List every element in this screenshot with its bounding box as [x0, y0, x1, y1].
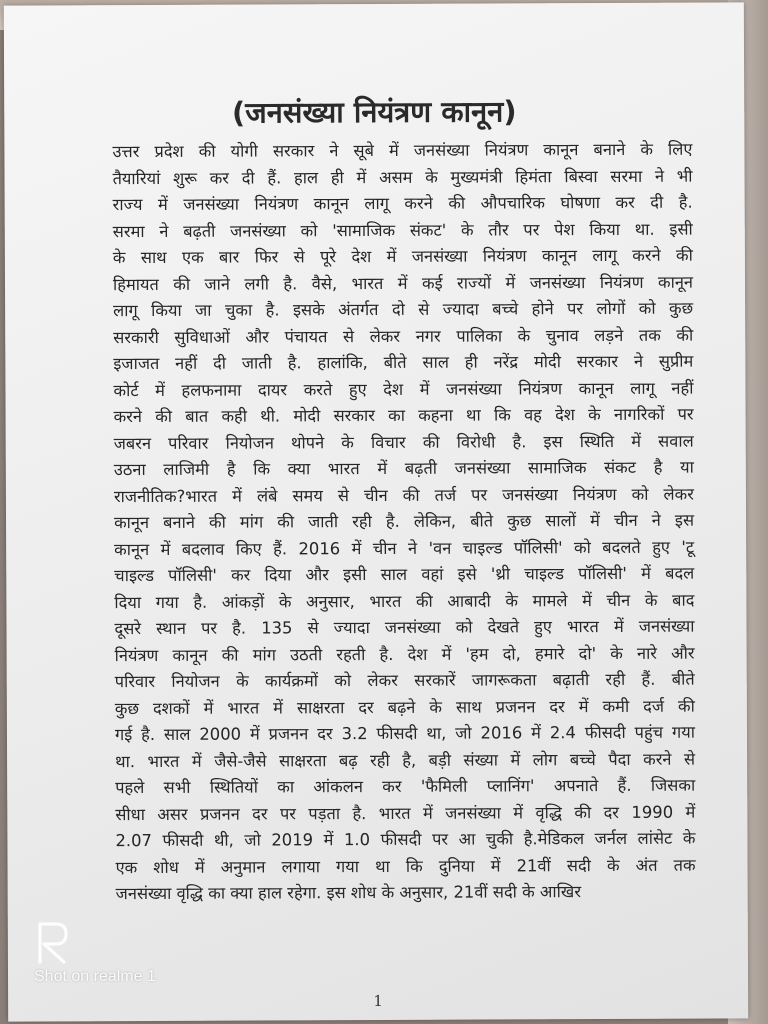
text-line: नियंत्रण कानून की मांग उठती रहती है. देश में 'हम दो, हमारे दो' के नारे और — [114, 643, 695, 665]
text-line: राजनीतिक?भारत में लंबे समय से चीन की तर्ज पर जनसंख्या नियंत्रण को लेकर — [113, 484, 694, 506]
text-line: चाइल्ड पॉलिसी' कर दिया और इसी साल वहां इसे 'थ्री चाइल्ड पॉलिसी' में बदल — [114, 563, 695, 586]
text-line: इजाजत नहीं दी जाती है. हालांकि, बीते साल ही नरेंद्र मोदी सरकार ने सुप्रीम — [113, 351, 694, 374]
page-number: 1 — [373, 991, 383, 1011]
text-line: सरमा ने बढ़ती जनसंख्या को 'सामाजिक संकट' के तौर पर पेश किया था. इसी — [112, 219, 693, 241]
text-line: 2.07 फीसदी थी, जो 2019 में 1.0 फीसदी पर आ चुकी है.मेडिकल जर्नल लांसेट के — [115, 828, 696, 851]
text-line: लागू किया जा चुका है. इसके अंतर्गत दो से ज्यादा बच्चे होने पर लोगों को कुछ — [113, 298, 694, 321]
text-line: जबरन परिवार नियोजन थोपने के विचार की विरोधी है. इस स्थिति में सवाल — [113, 431, 694, 453]
realme-logo-icon — [34, 918, 74, 964]
document-body — [112, 137, 695, 908]
text-line: तैयारियां शुरू कर दी हैं. हाल ही में असम के मुख्यमंत्री हिमंता बिस्वा सरमा ने भी — [112, 166, 693, 188]
text-line: सरकारी सुविधाओं और पंचायत से लेकर नगर पालिका के चुनाव लड़ने तक की — [113, 325, 694, 347]
watermark-text: Shot on realme 1 — [34, 968, 156, 985]
text-line: उत्तर प्रदेश की योगी सरकार ने सूबे में जनसंख्या नियंत्रण कानून बनाने के लिए — [112, 139, 693, 162]
text-line: कानून में बदलाव किए हैं. 2016 में चीन ने 'वन चाइल्ड पॉलिसी' को बदलते हुए 'टू — [114, 537, 695, 559]
text-line: हिमायत की जाने लगी है. वैसे, भारत में कई राज्यों में जनसंख्या नियंत्रण कानून — [112, 272, 694, 294]
text-line: दिया गया है. आंकड़ों के अनुसार, भारत की आबादी के मामले में चीन के बाद — [114, 590, 695, 612]
text-line: गई है. साल 2000 में प्रजनन दर 3.2 फीसदी था, जो 2016 में 2.4 फीसदी पहुंच गया — [114, 722, 696, 745]
paper-sheet — [4, 2, 748, 1021]
text-line: था. भारत में जैसे-जैसे साक्षरता बढ़ रही है, बड़ी संख्या में लोग बच्चे पैदा करने से — [115, 749, 696, 771]
text-line: कोर्ट में हलफनामा दायर करते हुए देश में जनसंख्या नियंत्रण कानून लागू नहीं — [113, 378, 694, 400]
text-line: राज्य में जनसंख्या नियंत्रण कानून लागू करने की औपचारिक घोषणा कर दी है. — [112, 192, 693, 215]
text-line: सीधा असर प्रजनन दर पर पड़ता है. भारत में जनसंख्या में वृद्धि की दर 1990 में — [115, 802, 696, 824]
camera-watermark — [34, 918, 234, 998]
text-line: करने की बात कही थी. मोदी सरकार का कहना था कि वह देश के नागरिकों पर — [113, 404, 694, 427]
text-line: दूसरे स्थान पर है. 135 से ज्यादा जनसंख्या को देखते हुए भारत में जनसंख्या — [114, 616, 695, 639]
text-line: एक शोध में अनुमान लगाया गया था कि दुनिया में 21वीं सदी के अंत तक — [115, 855, 696, 877]
text-line: परिवार नियोजन के कार्यक्रमों को लेकर सरकारें जागरूकता बढ़ाती रही हैं. बीते — [114, 669, 695, 692]
document-title: (जनसंख्या नियंत्रण कानून) — [231, 94, 517, 130]
text-line: कुछ दशकों में भारत में साक्षरता दर बढ़ने के साथ प्रजनन दर में कमी दर्ज की — [114, 696, 695, 718]
text-line: के साथ एक बार फिर से पूरे देश में जनसंख्या नियंत्रण कानून लागू करने की — [112, 245, 693, 268]
text-line: पहले सभी स्थितियों का आंकलन कर 'फैमिली प्लानिंग' अपनाते हैं. जिसका — [115, 775, 696, 798]
text-line: उठना लाजिमी है कि क्या भारत में बढ़ती जनसंख्या सामाजिक संकट है या — [113, 457, 694, 480]
text-line: जनसंख्या वृद्धि का क्या हाल रहेगा. इस शोध के अनुसार, 21वीं सदी के आखिर — [115, 882, 582, 904]
text-line: कानून बनाने की मांग की जाती रही है. लेकिन, बीते कुछ सालों में चीन ने इस — [114, 510, 695, 533]
